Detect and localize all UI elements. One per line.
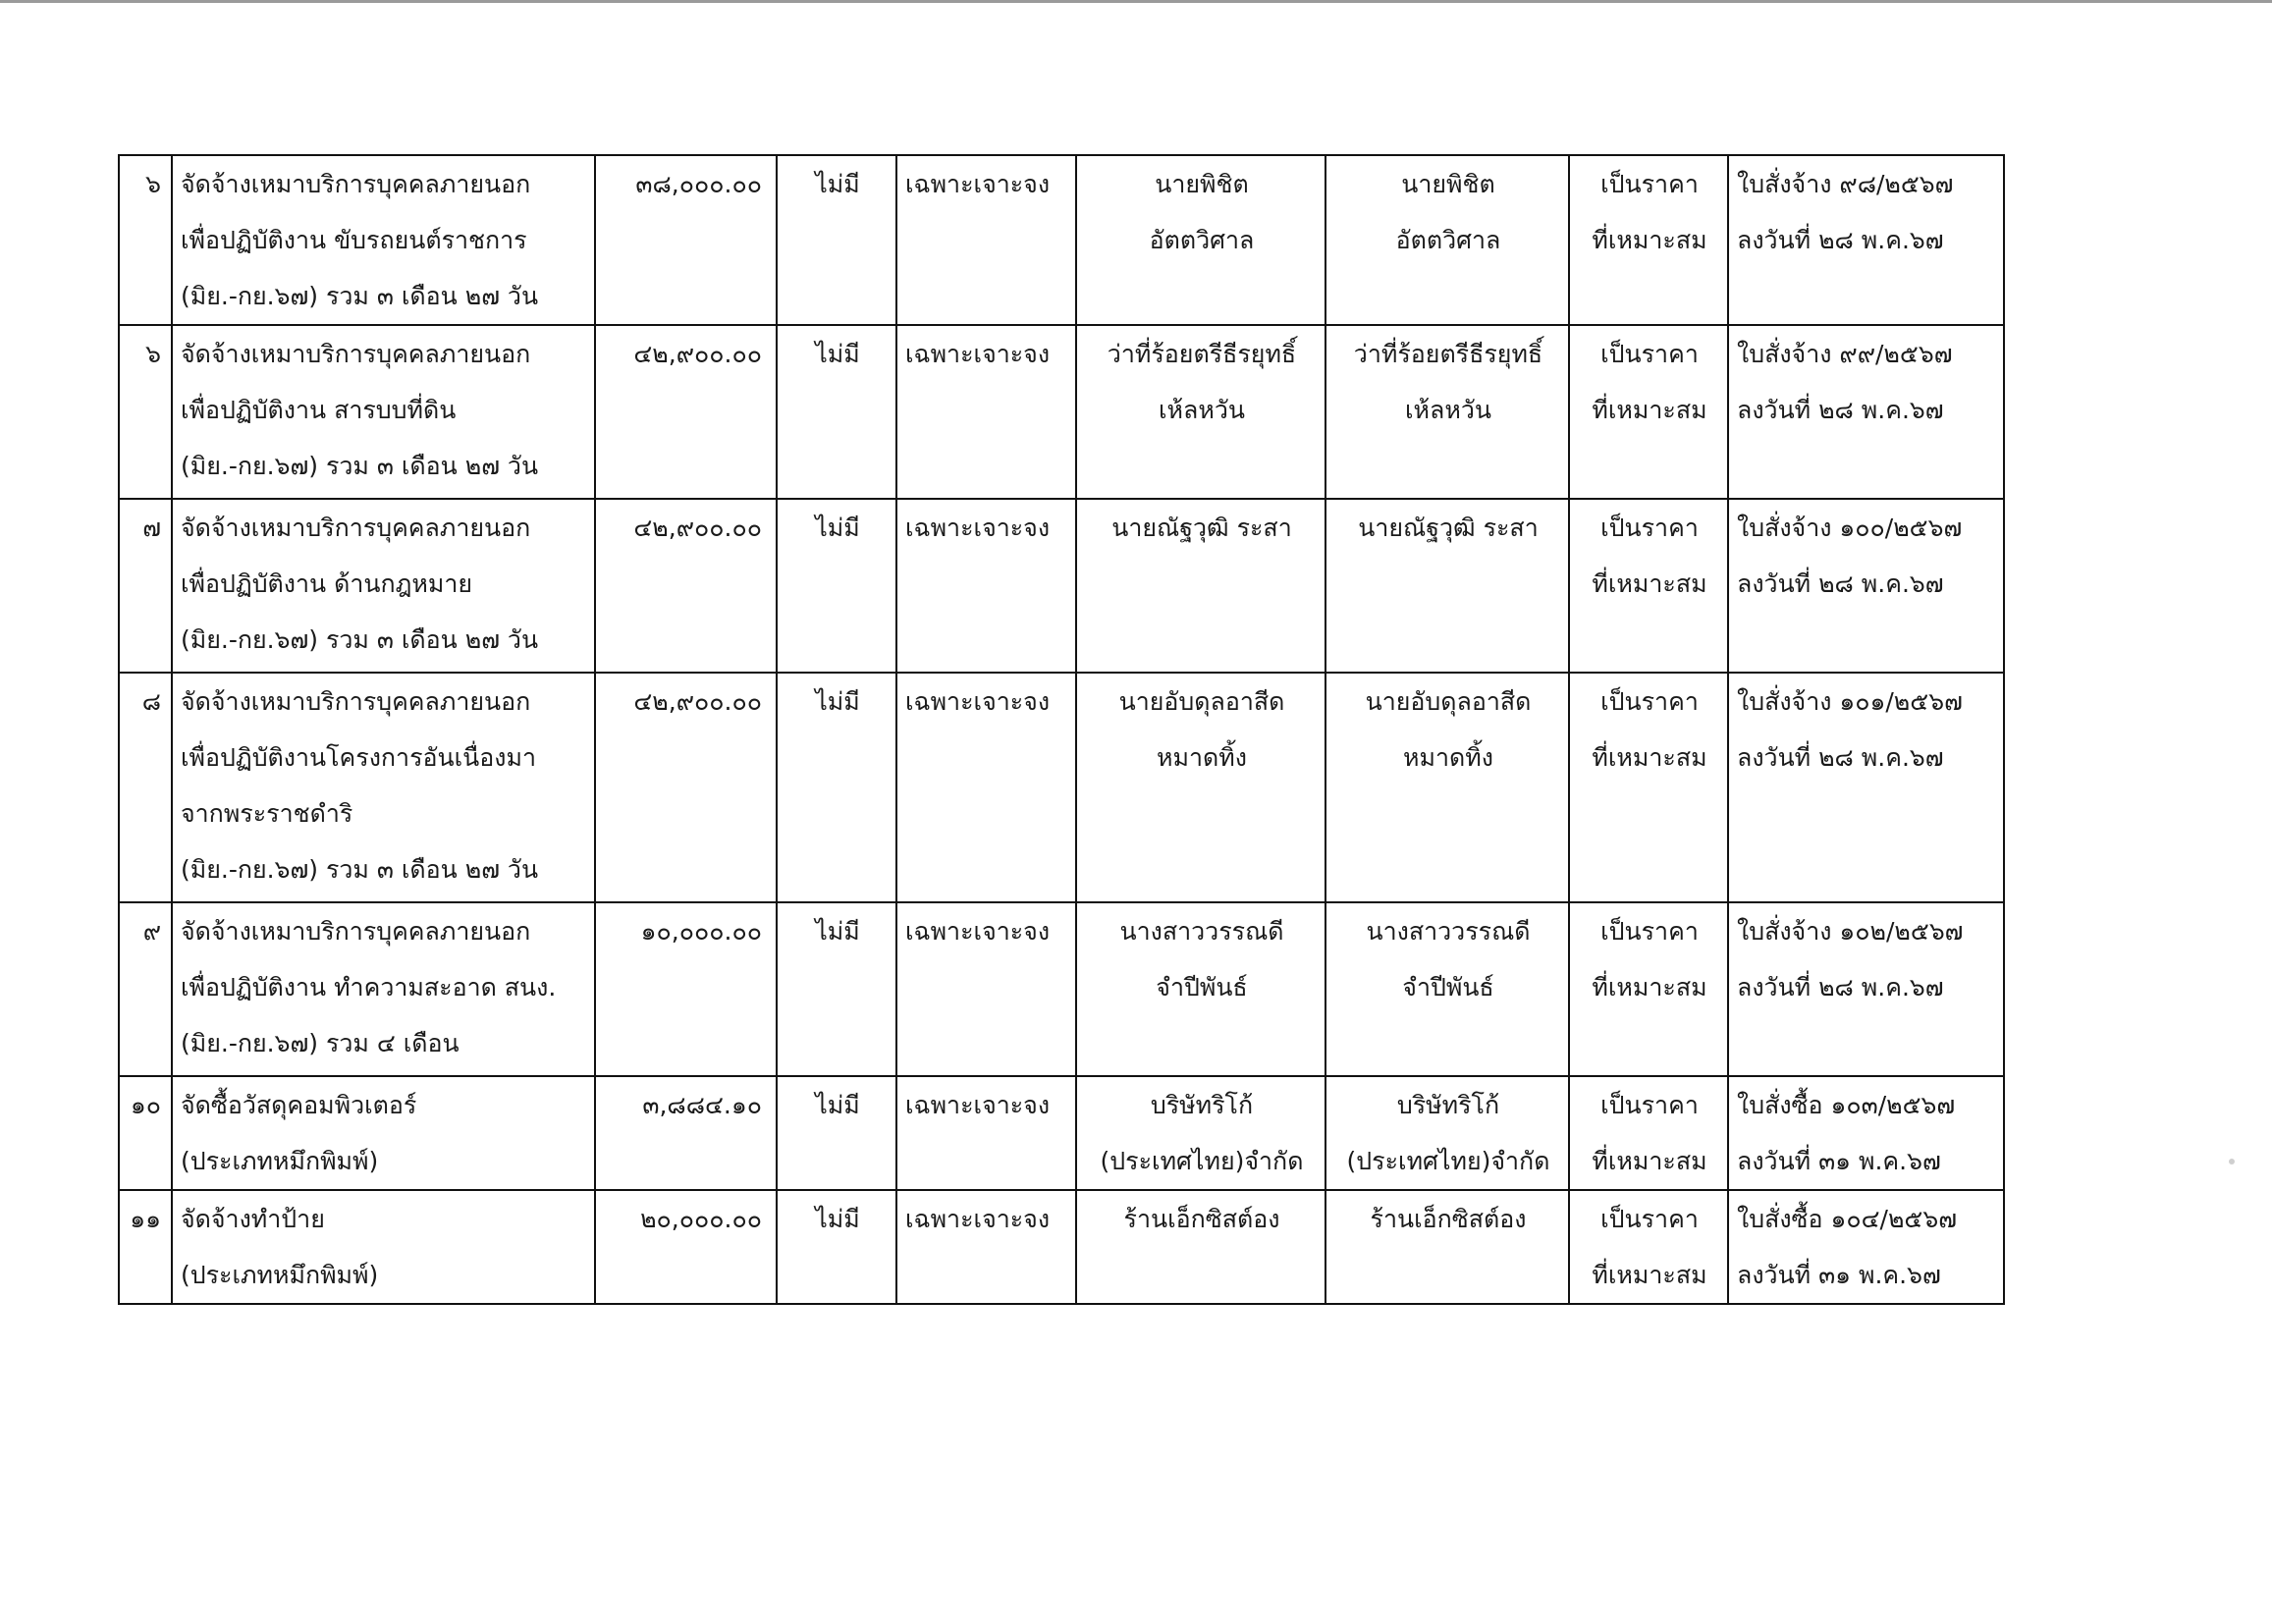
item-description-line: จัดซื้อวัสดุคอมพิวเตอร์ [181, 1091, 417, 1119]
item-reason [1569, 1190, 1728, 1304]
item-contract-reference-line: ใบสั่งจ้าง ๑๐๐/๒๕๖๗ [1737, 514, 1963, 542]
item-reason-line: เป็นราคา [1600, 687, 1699, 716]
item-procurement-method: เฉพาะเจาะจง [896, 902, 1076, 1076]
item-description-line: เพื่อปฏิบัติงาน ด้านกฎหมาย [181, 569, 473, 598]
item-number: ๘ [119, 673, 172, 902]
item-winner-line: อัตตวิศาล [1395, 226, 1501, 254]
item-description-line: จัดจ้างทำป้าย [181, 1205, 325, 1233]
table-body [119, 155, 2004, 1304]
item-description [172, 325, 595, 499]
item-bidder-line: (ประเทศไทย)จำกัด [1100, 1147, 1304, 1175]
item-winner [1325, 155, 1569, 325]
item-reference-price: ไม่มี [777, 499, 896, 673]
item-description [172, 673, 595, 902]
item-number: ๑๐ [119, 1076, 172, 1190]
item-bidder [1076, 499, 1325, 673]
item-reason [1569, 155, 1728, 325]
item-description-line: เพื่อปฏิบัติงาน สารบบที่ดิน [181, 396, 457, 424]
table-row [119, 1076, 2004, 1190]
table-row [119, 1190, 2004, 1304]
item-reference-price: ไม่มี [777, 673, 896, 902]
item-description [172, 499, 595, 673]
item-reason [1569, 325, 1728, 499]
table-row [119, 499, 2004, 673]
item-amount: ๓,๘๘๔.๑๐ [595, 1076, 777, 1190]
table-row [119, 155, 2004, 325]
item-procurement-method: เฉพาะเจาะจง [896, 673, 1076, 902]
item-bidder-line: นายณัฐวุฒิ ระสา [1111, 514, 1292, 542]
item-contract-reference-line: ลงวันที่ ๒๘ พ.ค.๖๗ [1737, 743, 1944, 772]
item-bidder-line: หมาดทิ้ง [1157, 743, 1247, 772]
item-number: ๗ [119, 499, 172, 673]
item-amount: ๒๐,๐๐๐.๐๐ [595, 1190, 777, 1304]
item-contract-reference-line: ลงวันที่ ๓๑ พ.ค.๖๗ [1737, 1261, 1941, 1289]
item-procurement-method: เฉพาะเจาะจง [896, 155, 1076, 325]
item-description-line: จัดจ้างเหมาบริการบุคคลภายนอก [181, 687, 531, 716]
item-winner-line: นายพิชิต [1401, 170, 1495, 198]
item-amount: ๔๒,๙๐๐.๐๐ [595, 325, 777, 499]
page-top-edge [0, 0, 2272, 3]
item-description [172, 1076, 595, 1190]
item-winner-line: ร้านเอ็กซิสต์อง [1370, 1205, 1527, 1233]
item-winner-line: บริษัทริโก้ [1396, 1091, 1500, 1119]
item-bidder-line: นายอับดุลอาสีด [1118, 687, 1285, 716]
item-contract-reference [1728, 902, 2004, 1076]
item-amount: ๑๐,๐๐๐.๐๐ [595, 902, 777, 1076]
item-reason-line: เป็นราคา [1600, 340, 1699, 368]
item-winner-line: (ประเทศไทย)จำกัด [1346, 1147, 1550, 1175]
item-contract-reference [1728, 1076, 2004, 1190]
item-reason-line: เป็นราคา [1600, 917, 1699, 946]
item-reason-line: เป็นราคา [1600, 1205, 1699, 1233]
item-contract-reference-line: ใบสั่งซื้อ ๑๐๓/๒๕๖๗ [1737, 1091, 1956, 1119]
item-contract-reference-line: ใบสั่งซื้อ ๑๐๔/๒๕๖๗ [1737, 1205, 1958, 1233]
item-number: ๑๑ [119, 1190, 172, 1304]
item-description-line: (มิย.-กย.๖๗) รวม ๓ เดือน ๒๗ วัน [181, 855, 539, 884]
item-amount: ๓๘,๐๐๐.๐๐ [595, 155, 777, 325]
item-reason-line: เป็นราคา [1600, 1091, 1699, 1119]
item-description-line: เพื่อปฏิบัติงานโครงการอันเนื่องมา [181, 743, 536, 772]
item-winner [1325, 325, 1569, 499]
item-description-line: จากพระราชดำริ [181, 799, 353, 828]
item-number: ๖ [119, 325, 172, 499]
item-winner [1325, 499, 1569, 673]
item-winner [1325, 673, 1569, 902]
item-contract-reference [1728, 325, 2004, 499]
item-reason-line: ที่เหมาะสม [1592, 396, 1707, 424]
item-procurement-method: เฉพาะเจาะจง [896, 1076, 1076, 1190]
item-description-line: (มิย.-กย.๖๗) รวม ๓ เดือน ๒๗ วัน [181, 282, 539, 310]
item-contract-reference-line: ลงวันที่ ๒๘ พ.ค.๖๗ [1737, 973, 1944, 1001]
item-description-line: เพื่อปฏิบัติงาน ขับรถยนต์ราชการ [181, 226, 527, 254]
item-reason-line: ที่เหมาะสม [1592, 569, 1707, 598]
item-description-line: (ประเภทหมึกพิมพ์) [181, 1147, 379, 1175]
item-reason [1569, 902, 1728, 1076]
item-bidder-line: เห้ลหวัน [1159, 396, 1245, 424]
scan-speck [2229, 1159, 2235, 1164]
item-description-line: จัดจ้างเหมาบริการบุคคลภายนอก [181, 917, 531, 946]
item-description-line: (มิย.-กย.๖๗) รวม ๔ เดือน [181, 1029, 460, 1057]
table-row [119, 902, 2004, 1076]
item-contract-reference [1728, 673, 2004, 902]
item-bidder [1076, 902, 1325, 1076]
item-description [172, 155, 595, 325]
item-winner-line: นายณัฐวุฒิ ระสา [1358, 514, 1539, 542]
item-bidder-line: ร้านเอ็กซิสต์อง [1123, 1205, 1280, 1233]
item-contract-reference-line: ใบสั่งจ้าง ๑๐๑/๒๕๖๗ [1737, 687, 1963, 716]
item-number: ๙ [119, 902, 172, 1076]
item-reason-line: ที่เหมาะสม [1592, 973, 1707, 1001]
item-reason-line: ที่เหมาะสม [1592, 1261, 1707, 1289]
item-reason [1569, 1076, 1728, 1190]
item-contract-reference [1728, 155, 2004, 325]
item-contract-reference-line: ลงวันที่ ๒๘ พ.ค.๖๗ [1737, 396, 1944, 424]
item-procurement-method: เฉพาะเจาะจง [896, 325, 1076, 499]
item-bidder [1076, 325, 1325, 499]
item-bidder [1076, 1190, 1325, 1304]
item-winner [1325, 1076, 1569, 1190]
item-description-line: (มิย.-กย.๖๗) รวม ๓ เดือน ๒๗ วัน [181, 625, 539, 654]
item-description-line: เพื่อปฏิบัติงาน ทำความสะอาด สนง. [181, 973, 557, 1001]
item-winner [1325, 1190, 1569, 1304]
item-reason-line: เป็นราคา [1600, 514, 1699, 542]
procurement-table [118, 154, 2005, 1305]
item-reason-line: ที่เหมาะสม [1592, 743, 1707, 772]
item-description-line: (ประเภทหมึกพิมพ์) [181, 1261, 379, 1289]
item-reason-line: ที่เหมาะสม [1592, 226, 1707, 254]
item-bidder-line: ว่าที่ร้อยตรีธีรยุทธิ์ [1107, 340, 1297, 368]
item-bidder-line: จำปีพันธ์ [1156, 973, 1248, 1001]
item-contract-reference-line: ใบสั่งจ้าง ๑๐๒/๒๕๖๗ [1737, 917, 1964, 946]
item-reference-price: ไม่มี [777, 325, 896, 499]
item-contract-reference-line: ใบสั่งจ้าง ๙๘/๒๕๖๗ [1737, 170, 1954, 198]
item-winner-line: ว่าที่ร้อยตรีธีรยุทธิ์ [1353, 340, 1543, 368]
item-procurement-method: เฉพาะเจาะจง [896, 1190, 1076, 1304]
item-reference-price: ไม่มี [777, 1076, 896, 1190]
item-bidder [1076, 155, 1325, 325]
item-description-line: จัดจ้างเหมาบริการบุคคลภายนอก [181, 514, 531, 542]
item-reason-line: ที่เหมาะสม [1592, 1147, 1707, 1175]
item-contract-reference-line: ลงวันที่ ๓๑ พ.ค.๖๗ [1737, 1147, 1941, 1175]
item-contract-reference [1728, 1190, 2004, 1304]
item-bidder-line: นางสาววรรณดี [1119, 917, 1284, 946]
item-bidder-line: อัตตวิศาล [1149, 226, 1255, 254]
item-description [172, 902, 595, 1076]
item-reason [1569, 673, 1728, 902]
item-contract-reference [1728, 499, 2004, 673]
item-winner-line: เห้ลหวัน [1405, 396, 1491, 424]
item-winner-line: หมาดทิ้ง [1403, 743, 1493, 772]
item-description-line: จัดจ้างเหมาบริการบุคคลภายนอก [181, 170, 531, 198]
item-procurement-method: เฉพาะเจาะจง [896, 499, 1076, 673]
item-reason [1569, 499, 1728, 673]
item-bidder-line: บริษัทริโก้ [1150, 1091, 1254, 1119]
item-reference-price: ไม่มี [777, 1190, 896, 1304]
item-winner-line: นางสาววรรณดี [1366, 917, 1531, 946]
item-contract-reference-line: ลงวันที่ ๒๘ พ.ค.๖๗ [1737, 569, 1944, 598]
item-bidder-line: นายพิชิต [1155, 170, 1249, 198]
item-reference-price: ไม่มี [777, 902, 896, 1076]
item-contract-reference-line: ใบสั่งจ้าง ๙๙/๒๕๖๗ [1737, 340, 1953, 368]
item-contract-reference-line: ลงวันที่ ๒๘ พ.ค.๖๗ [1737, 226, 1944, 254]
item-description-line: (มิย.-กย.๖๗) รวม ๓ เดือน ๒๗ วัน [181, 452, 539, 480]
item-reason-line: เป็นราคา [1600, 170, 1699, 198]
item-number: ๖ [119, 155, 172, 325]
item-bidder [1076, 1076, 1325, 1190]
item-winner-line: จำปีพันธ์ [1402, 973, 1494, 1001]
item-winner [1325, 902, 1569, 1076]
item-description [172, 1190, 595, 1304]
table-row [119, 673, 2004, 902]
item-amount: ๔๒,๙๐๐.๐๐ [595, 499, 777, 673]
item-description-line: จัดจ้างเหมาบริการบุคคลภายนอก [181, 340, 531, 368]
item-bidder [1076, 673, 1325, 902]
item-amount: ๔๒,๙๐๐.๐๐ [595, 673, 777, 902]
item-reference-price: ไม่มี [777, 155, 896, 325]
table-row [119, 325, 2004, 499]
item-winner-line: นายอับดุลอาสีด [1365, 687, 1532, 716]
